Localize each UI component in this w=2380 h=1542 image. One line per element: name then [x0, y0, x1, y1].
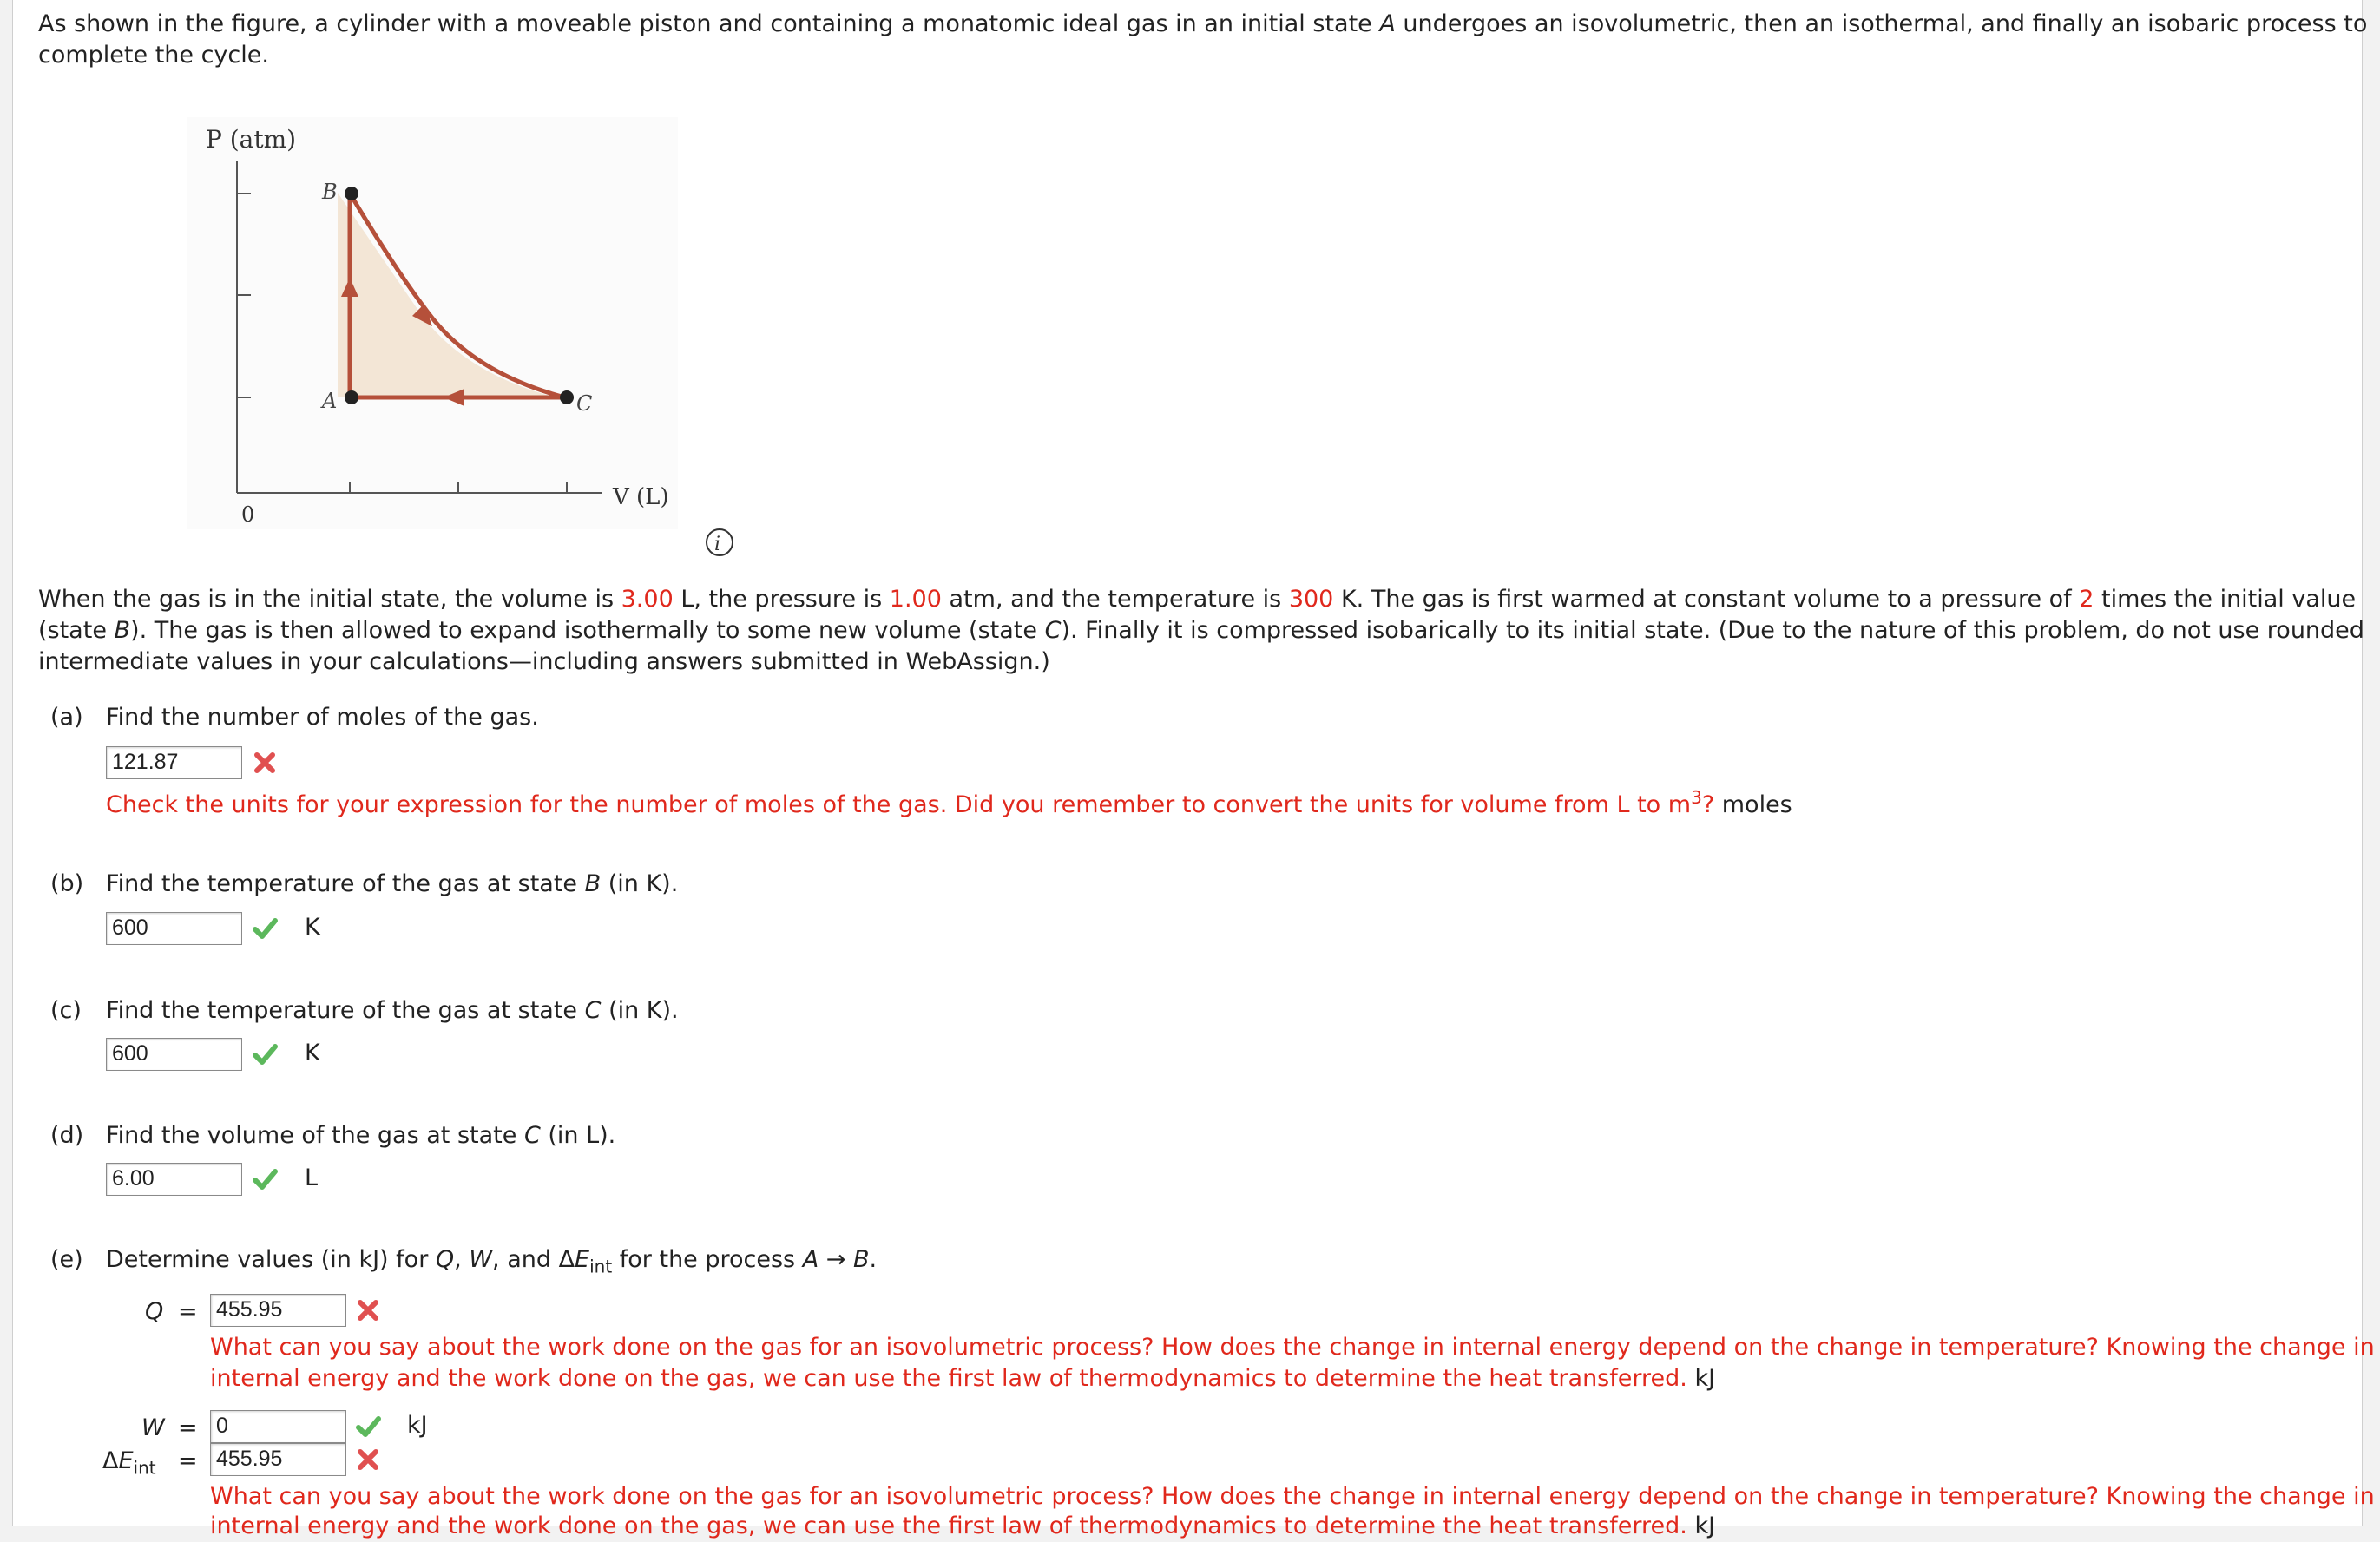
part-a-answer-input[interactable]: 121.87 — [106, 746, 242, 779]
q-equals: = — [178, 1298, 198, 1325]
incorrect-x-icon — [355, 1447, 381, 1473]
point-b-label: B — [322, 180, 338, 204]
svg-text:i: i — [714, 534, 721, 555]
q-feedback-line-1: What can you say about the work done on the gas for an isovolumetric process? How does the change in internal energy depend on the change in temperature? Knowing the change in — [210, 1334, 2375, 1361]
part-d-answer-input[interactable]: 6.00 — [106, 1163, 242, 1196]
delta-e-answer-input[interactable]: 455.95 — [210, 1443, 346, 1476]
q-feedback-line-2: internal energy and the work done on the gas, we can use the first law of thermodynamics to determine the heat transferred. kJ — [210, 1365, 1716, 1392]
part-b-unit: K — [305, 914, 320, 941]
part-e-letter: (e) — [50, 1246, 83, 1273]
correct-check-icon — [252, 915, 278, 942]
w-equals: = — [178, 1414, 198, 1441]
correct-check-icon — [252, 1041, 278, 1067]
w-unit: kJ — [407, 1412, 428, 1439]
w-answer-input[interactable]: 0 — [210, 1410, 346, 1443]
part-c-answer-input[interactable]: 600 — [106, 1038, 242, 1071]
intro-line-1: As shown in the figure, a cylinder with a moveable piston and containing a monatomic ideal gas in an initial state A undergoes an isovolumetric, then an isothermal, and finally an isobaric process to — [38, 10, 2368, 37]
part-c-letter: (c) — [50, 997, 82, 1024]
correct-check-icon — [252, 1166, 278, 1192]
part-d-unit: L — [305, 1165, 319, 1191]
v-axis-label: V (L) — [613, 484, 669, 510]
pv-diagram — [13, 0, 721, 555]
part-a-question: Find the number of moles of the gas. — [106, 704, 539, 731]
point-c-label: C — [576, 391, 593, 416]
point-a-label: A — [322, 389, 338, 413]
incorrect-x-icon — [355, 1297, 381, 1323]
problem-line-2: (state B). The gas is then allowed to expand isothermally to some new volume (state C). Finally it is compressed isobarically to its initial state. (Due to the nature of this problem, do not use rounded — [38, 617, 2364, 644]
p-axis-label: P (atm) — [206, 125, 297, 154]
part-d-question: Find the volume of the gas at state C (in L). — [106, 1122, 616, 1149]
delta-e-label: $\Delta E_{int}$ — [102, 1447, 156, 1479]
incorrect-x-icon — [252, 750, 278, 776]
question-panel — [12, 0, 2375, 1539]
delta-e-feedback-line-2: internal energy and the work done on the gas, we can use the first law of thermodynamics to determine the heat transferred. kJ — [210, 1512, 1716, 1539]
part-c-unit: K — [305, 1040, 320, 1066]
problem-line-1: When the gas is in the initial state, the volume is 3.00 L, the pressure is 1.00 atm, and the temperature is 300 K. The gas is first warmed at constant volume to a pressure of 2 times the initial value — [38, 586, 2357, 613]
part-b-answer-input[interactable]: 600 — [106, 912, 242, 945]
point-b — [345, 187, 358, 200]
figure-background — [187, 117, 678, 529]
part-d-letter: (d) — [50, 1122, 84, 1149]
problem-line-3: intermediate values in your calculations—including answers submitted in WebAssign.) — [38, 648, 1050, 675]
w-label: W — [141, 1414, 165, 1441]
part-b-question: Find the temperature of the gas at state B (in K). — [106, 870, 679, 897]
origin-label: 0 — [241, 502, 255, 527]
part-c-question: Find the temperature of the gas at state C (in K). — [106, 997, 679, 1024]
point-a — [345, 390, 358, 404]
part-a-feedback: Check the units for your expression for the number of moles of the gas. Did you remember to convert the units for volume from L to $m^3$? moles — [106, 787, 1792, 818]
point-c — [560, 390, 574, 404]
delta-e-equals: = — [178, 1447, 198, 1474]
delta-e-feedback-line-1: What can you say about the work done on the gas for an isovolumetric process? How does the change in internal energy depend on the change in temperature? Knowing the change in — [210, 1483, 2375, 1510]
q-answer-input[interactable]: 455.95 — [210, 1294, 346, 1327]
q-label: Q — [145, 1298, 164, 1325]
info-icon[interactable] — [707, 529, 733, 555]
correct-check-icon — [355, 1414, 381, 1440]
part-b-letter: (b) — [50, 870, 84, 897]
part-e-question: Determine values (in kJ) for Q, W, and $\Delta E_{int}$ for the process A → B. — [106, 1246, 878, 1277]
part-a-letter: (a) — [50, 704, 83, 731]
intro-line-2: complete the cycle. — [38, 42, 269, 69]
